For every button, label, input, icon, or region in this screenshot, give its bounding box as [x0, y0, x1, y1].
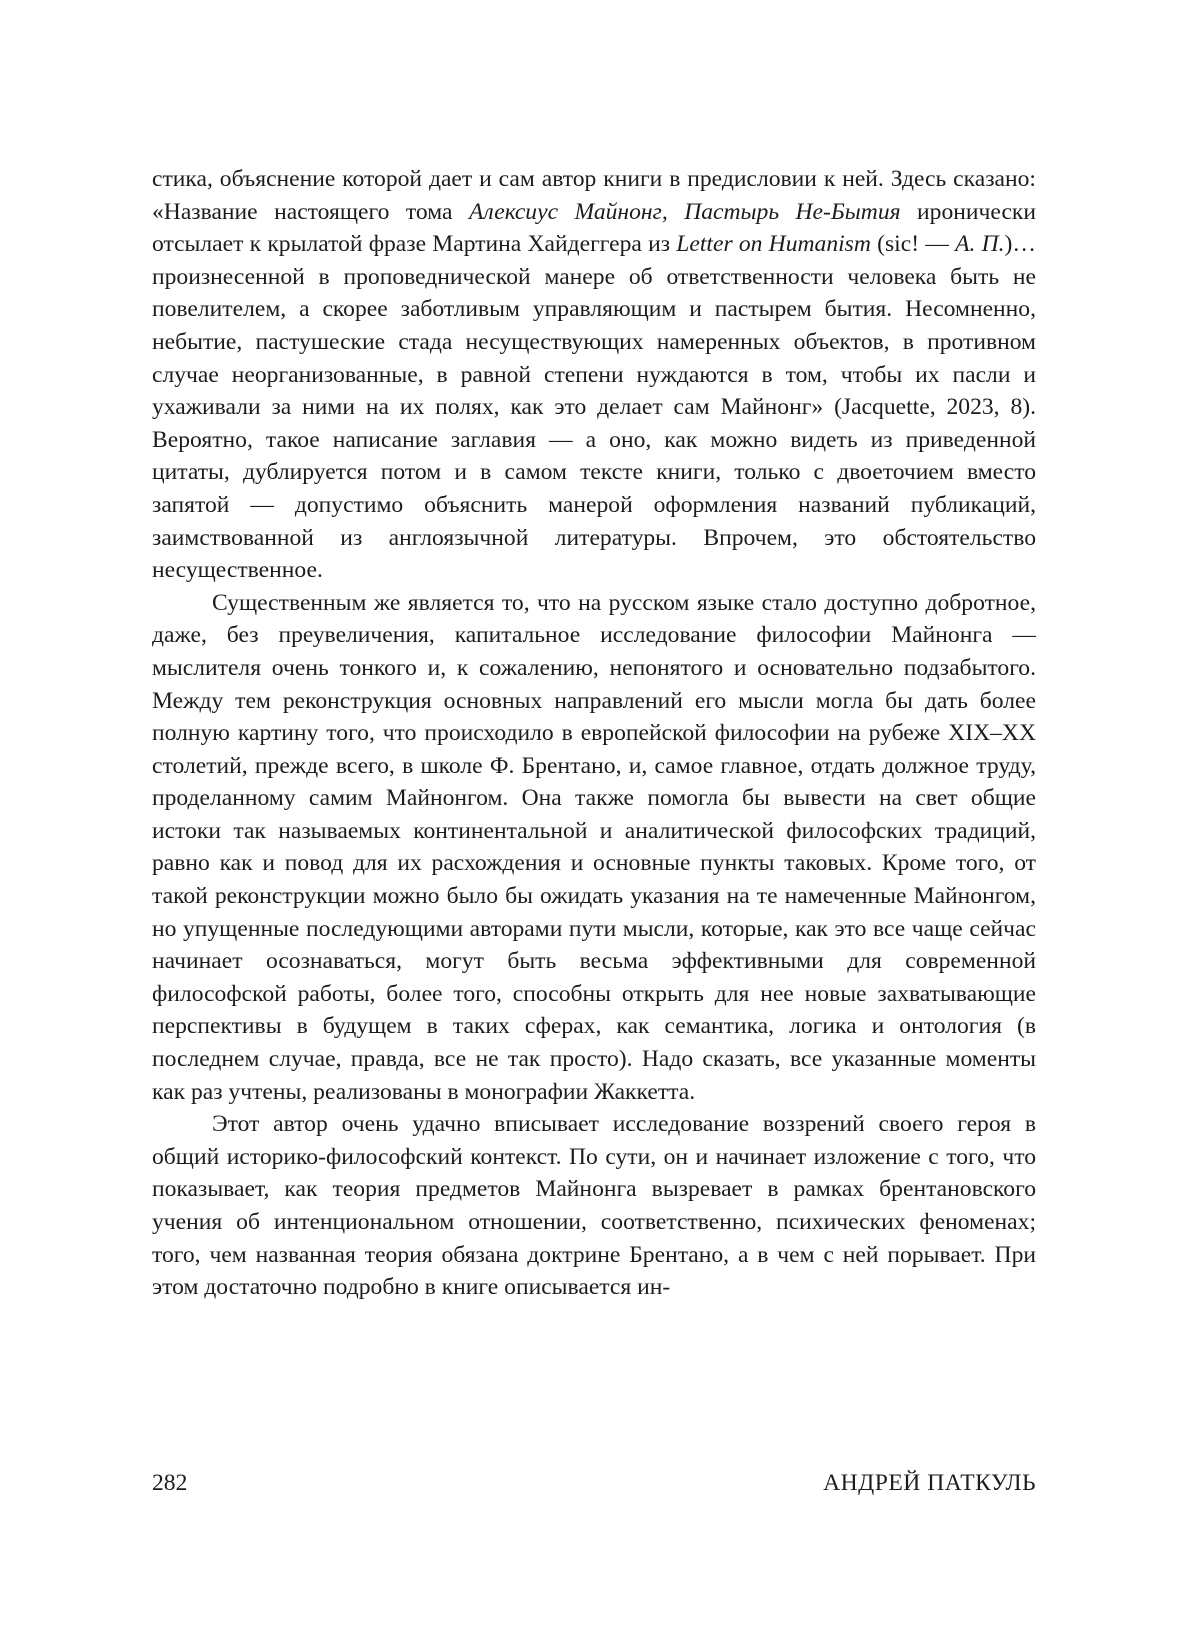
paragraph-1-text-4: )… произнесенной в проповеднической манере об ответственности человека быть не повелителем, а скорее заботливым управляющим и пастырем бытия. Несомненно, небытие, пастушеские стада несуществующих намеренных объектов, в противном случае неорганизованные, в равной степени нуждаются в том, чтобы их пасли и ухаживали за ними на их полях, как это делает сам Майнонг» (Jacquette, 2023, 8). Вероятно, такое написание заглавия — а оно, как можно видеть из приведенной цитаты, дублируется потом и в самом тексте книги, только с двоеточием вместо запятой — допустимо объяснить манерой оформления названий публикаций, заимствованной из англоязычной литературы. Впрочем, это обстоятельство несущественное. — [152, 231, 1036, 584]
paragraph-1-text-1: стика, объяснение которой дает и сам автор книги в предисловии к ней. Здесь сказано: «Название настоящего тома — [152, 166, 1036, 225]
letter-title-italic: Letter on Humanism — [676, 231, 871, 258]
running-head-author: АНДРЕЙ ПАТКУЛЬ — [823, 1470, 1036, 1496]
book-title-italic: Алексиус Майнонг, Пастырь Не-Бытия — [468, 198, 901, 225]
paragraph-1-text-3: (sic! — — [870, 231, 956, 258]
paragraph-1 — [152, 163, 1036, 587]
paragraph-3: Этот автор очень удачно вписывает исследование воззрений своего героя в общий историко-философский контекст. По сути, он и начинает изложение с того, что показывает, как теория предметов Майнонга вызревает в рамках брентановского учения об интенциональном отношении, соответственно, психических феноменах; того, чем названная теория обязана доктрине Брентано, а в чем с ней порывает. При этом достаточно подробно в книге описывается ин- — [152, 1111, 1036, 1301]
paragraph-2: Существенным же является то, что на русском языке стало доступно добротное, даже, без преувеличения, капитальное исследование философии Майнонга — мыслителя очень тонкого и, к сожалению, непонятого и основательно подзабытого. Между тем реконструкция основных направлений его мысли могла бы дать более полную картину того, что происходило в европейской философии на рубеже XIX–XX столетий, прежде всего, в школе Ф. Брентано, и, самое главное, отдать должное труду, проделанному самим Майнонгом. Она также помогла бы вывести на свет общие истоки так называемых континентальной и аналитической философских традиций, равно как и повод для их расхождения и основные пункты таковых. Кроме того, от такой реконструкции можно было бы ожидать указания на те намеченные Майнонгом, но упущенные последующими авторами пути мысли, которые, как это все чаще сейчас начинает осознаваться, могут быть весьма эффективными для современной философской работы, более того, способны открыть для нее новые захватывающие перспективы в будущем в таких сферах, как семантика, логика и онтология (в последнем случае, правда, все не так просто). Надо сказать, все указанные моменты как раз учтены, реализованы в монографии Жаккетта. — [152, 589, 1036, 1105]
page-number: 282 — [152, 1470, 188, 1496]
paragraph-1-text-2: иронически отсылает к крылатой фразе Мартина Хайдеггера из — [152, 198, 1037, 258]
author-initials-italic: А. П. — [955, 231, 1005, 258]
body-text — [152, 163, 1036, 1304]
